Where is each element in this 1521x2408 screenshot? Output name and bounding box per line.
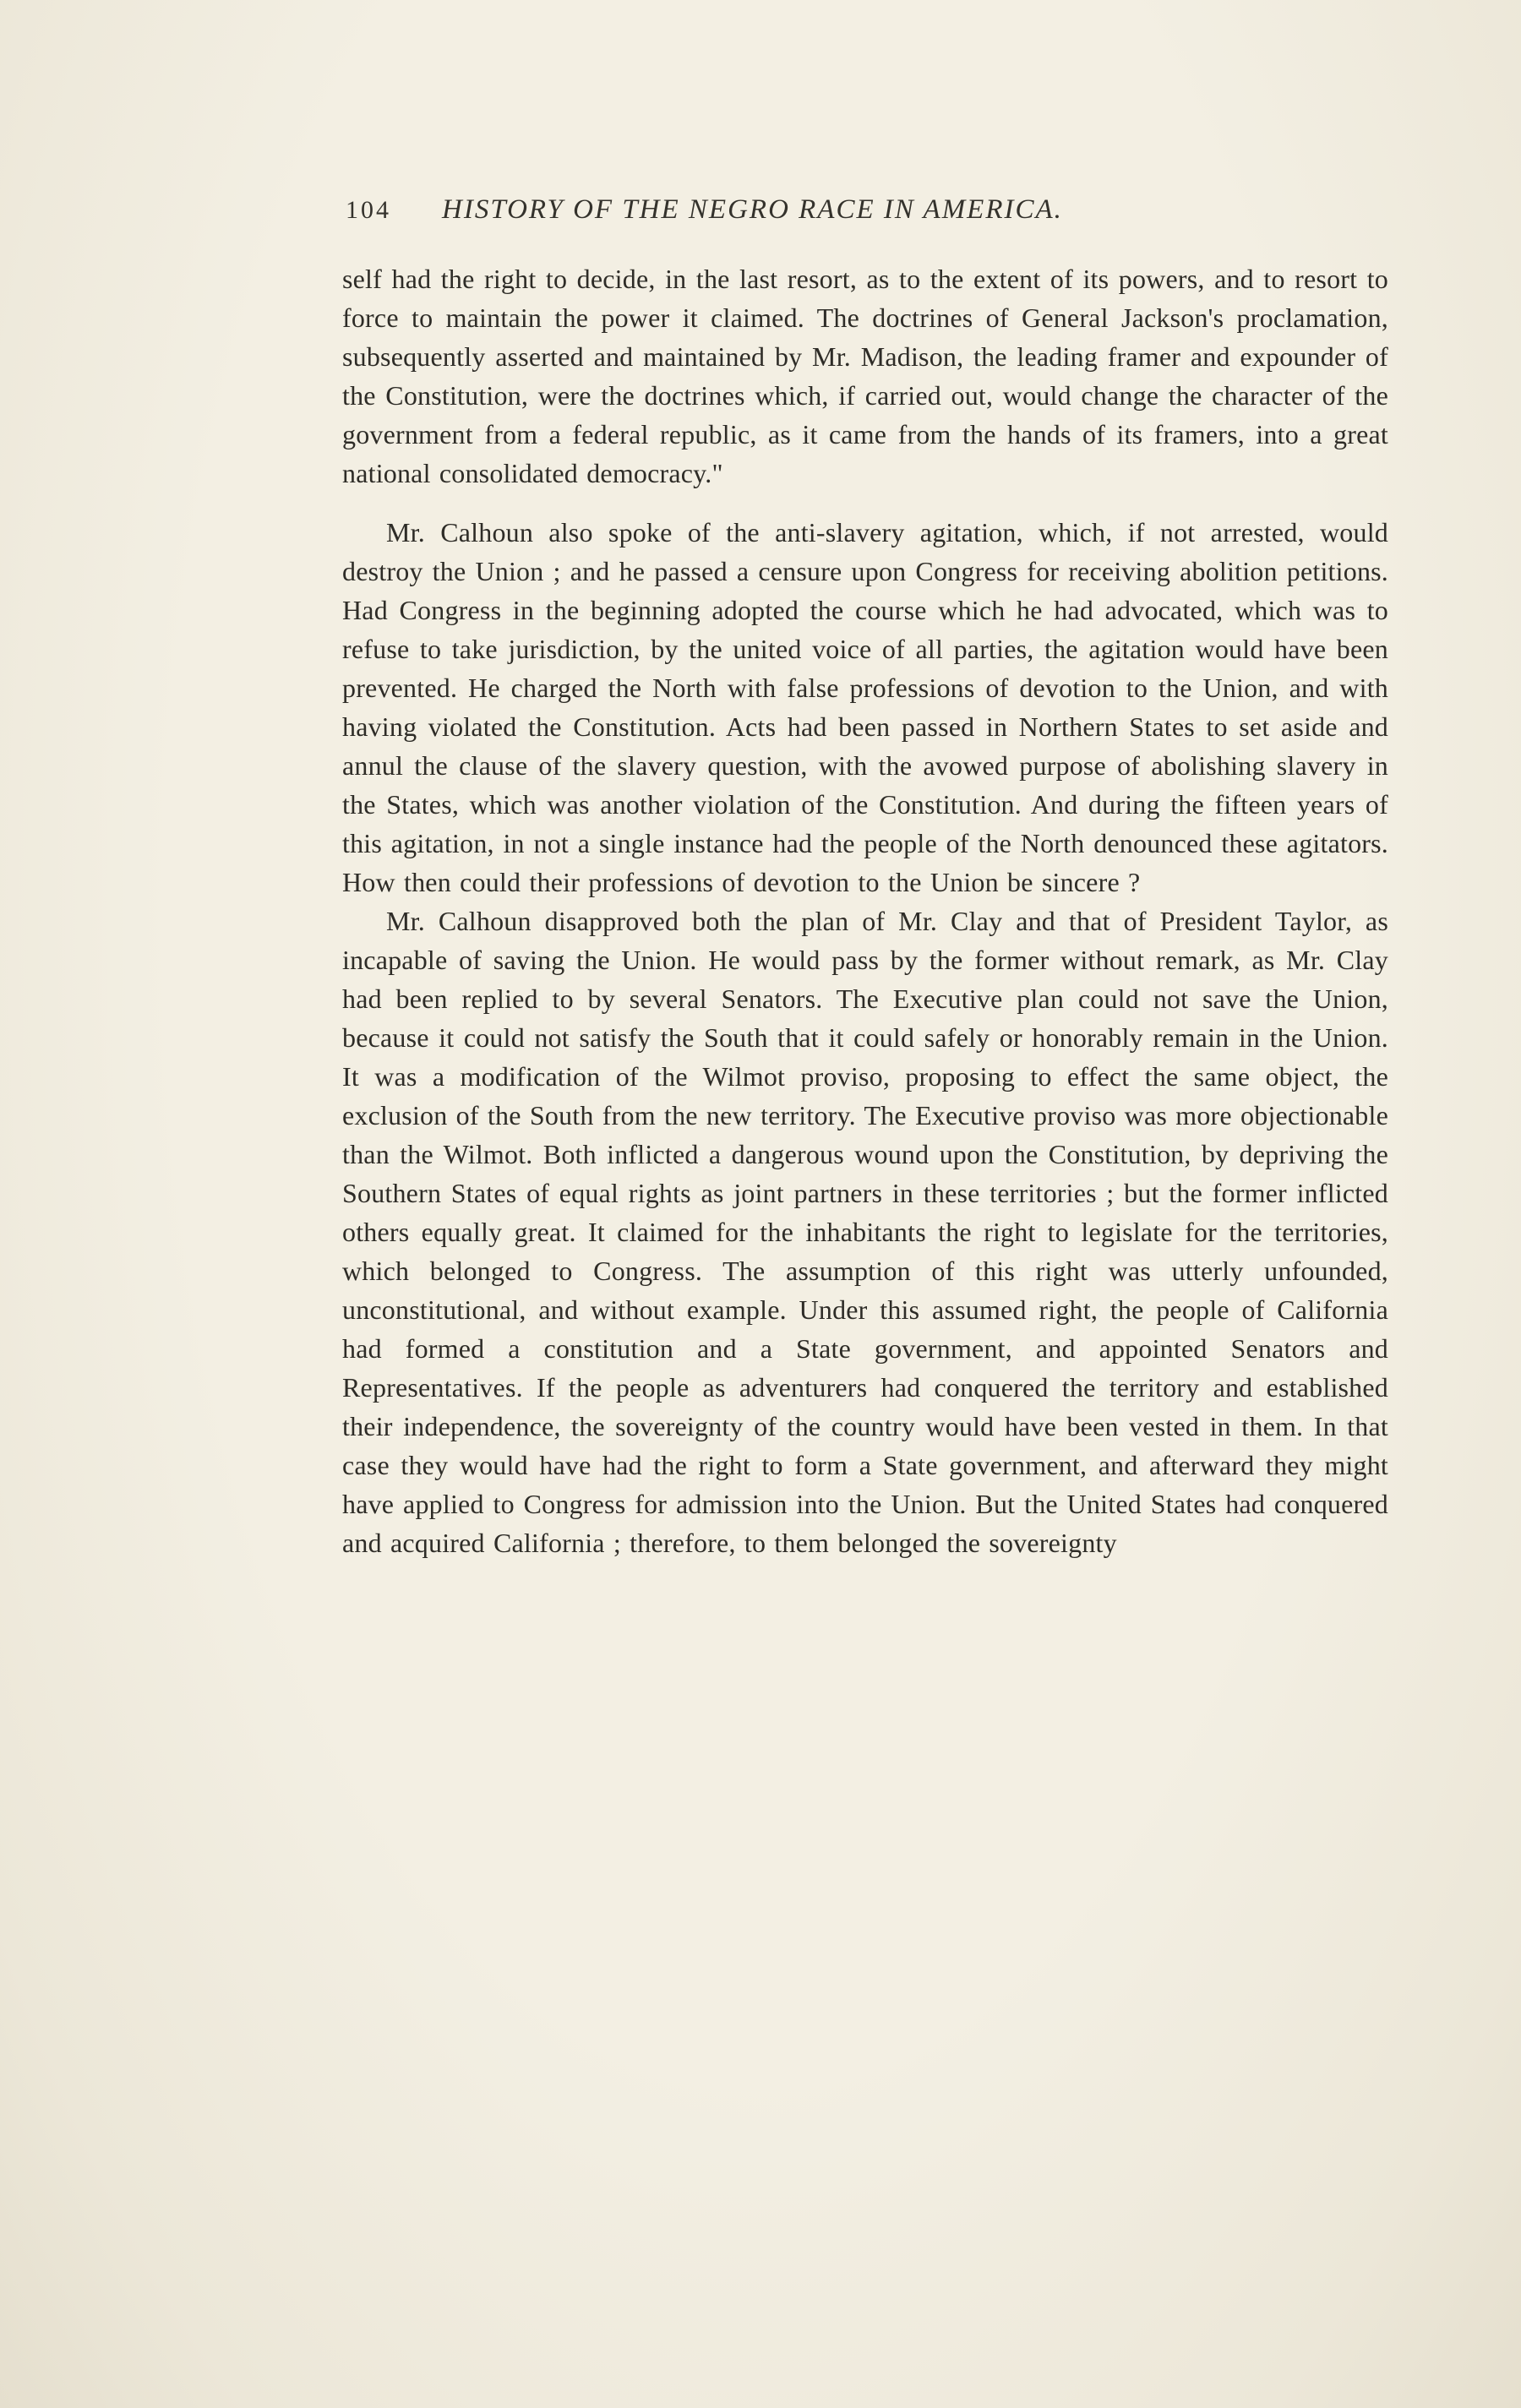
paragraph-2: Mr. Calhoun also spoke of the anti-slavery agitation, which, if not arrested, would destroy the Union ; and he passed a censure upon Congress for receiving abolition petitions. Had Congress in the beginning adopted the course which he had advocated, which was to refuse to take jurisdiction, by the united voice of all parties, the agitation would have been prevented. He charged the North with false professions of devotion to the Union, and with having violated the Constitution. Acts had been passed in Northern States to set aside and annul the clause of the slavery question, with the avowed purpose of abolishing slavery in the States, which was another violation of the Constitution. And during the fifteen years of this agitation, in not a single instance had the people of the North denounced these agitators. How then could their professions of devotion to the Union be sincere ?	[342, 517, 1388, 897]
page-number: 104	[346, 196, 391, 224]
text-block	[342, 194, 1388, 1562]
paragraph-1: self had the right to decide, in the last resort, as to the extent of its powers, and to resort to force to maintain the power it claimed. The doctrines of General Jackson's proclamation, subsequently asserted and maintained by Mr. Madison, the leading framer and expounder of the Constitution, were the doctrines which, if carried out, would change the character of the government from a federal republic, as it came from the hands of its framers, into a great national consolidated democracy."	[342, 264, 1388, 488]
page-header	[342, 194, 1388, 226]
paragraph-3: Mr. Calhoun disapproved both the plan of Mr. Clay and that of President Taylor, as incapable of saving the Union. He would pass by the former without remark, as Mr. Clay had been replied to by several Senators. The Executive plan could not save the Union, because it could not satisfy the South that it could safely or honorably remain in the Union. It was a modification of the Wilmot proviso, proposing to effect the same object, the exclusion of the South from the new territory. The Executive proviso was more objectionable than the Wilmot. Both inflicted a dangerous wound upon the Constitution, by depriving the Southern States of equal rights as joint partners in these territories ; but the former inflicted others equally great. It claimed for the inhabitants the right to legislate for the territories, which belonged to Congress. The assumption of this right was utterly unfounded, unconstitutional, and without example. Under this assumed right, the people of California had formed a constitution and a State government, and appointed Senators and Representatives. If the people as adventurers had conquered the territory and established their independence, the sovereignty of the country would have been vested in them. In that case they would have had the right to form a State government, and afterward they might have applied to Congress for admission into the Union. But the United States had conquered and acquired California ; therefore, to them belonged the sovereignty	[342, 906, 1388, 1558]
running-title: HISTORY OF THE NEGRO RACE IN AMERICA.	[442, 194, 1063, 225]
